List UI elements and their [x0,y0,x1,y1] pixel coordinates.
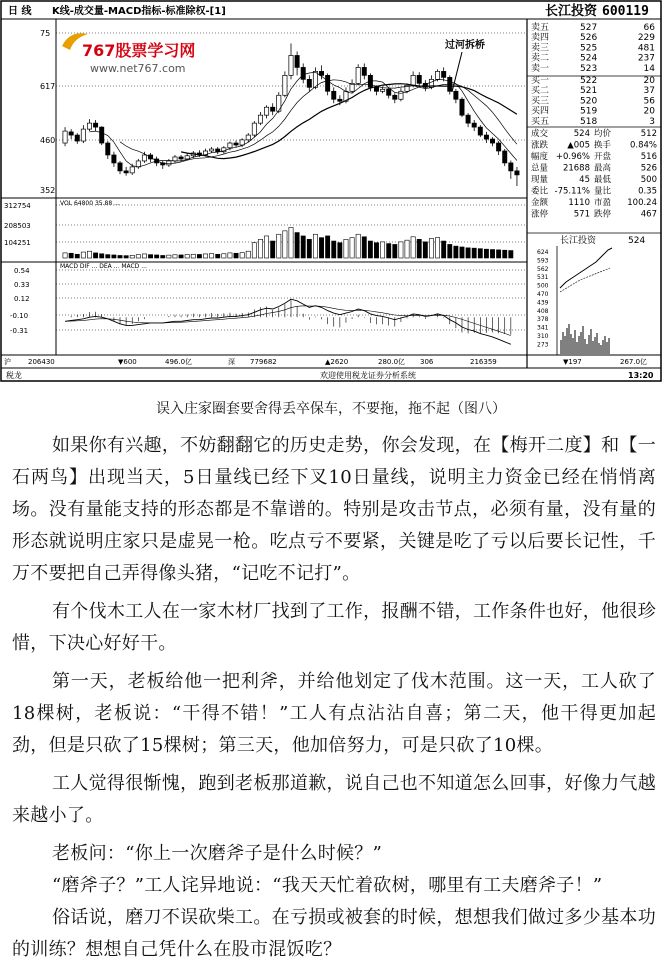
volume-bar [277,234,281,258]
stat-label: 跌停 [594,209,612,220]
volume-bar [136,255,140,258]
quote-price: 524 [580,53,598,64]
paragraph: 有个伐木工人在一家木材厂找到了工作，报酬不错，工作条件也好，他很珍惜，下决心好好干。 [12,601,656,654]
stat-value: 516 [640,152,657,162]
volume-bar [179,255,183,258]
volume-bar [484,249,488,258]
stat-label: 开盘 [594,152,612,162]
volume-bar [118,255,122,258]
stat-label: 涨跌 [531,140,549,151]
quote-price: 520 [580,96,598,107]
volume-bar [271,241,275,258]
quote-volume: 481 [637,43,655,54]
macd-tick: -0.10 [10,312,29,320]
quote-price: 525 [580,43,598,54]
volume-bar [246,251,250,258]
volume-bar [252,243,256,258]
volume-bar [167,255,171,258]
watermark-brand: 767股票学习网 [82,41,196,60]
volume-bar [368,241,372,258]
stat-value: ▲005 [567,140,590,151]
quote-price: 522 [580,76,598,86]
volume-bar [313,234,317,258]
stock-code: 600119 [602,4,649,19]
stat-value: -75.11% [554,186,590,197]
volume-bar [87,251,91,258]
volume-bar [112,255,116,258]
volume-bar [93,253,97,258]
volume-bar [185,255,189,258]
volume-bar [326,236,330,258]
paragraph: 如果你有兴趣，不妨翻翻它的历史走势，你会发现，在【梅开二度】和【一石两鸟】出现当天，5日量线已经下叉10日量线，说明主力资金已经在悄悄离场。没有量能支持的形态都是不靠谱的。特别是攻击节点，必须有量，没有量的形态就说明庄家只是虚晃一枪。吃点亏不要紧，关键是吃了亏以后要长记性，千万不要把自己弄得像头猪，“记吃不记打”。 [12,435,656,584]
volume-bar [478,249,482,258]
index-value: 306 [420,358,434,366]
macd-info: MACD DIF ... DEA ... MACD ... [60,263,147,270]
mini-tick: 531 [537,274,549,282]
volume-bar [319,238,323,258]
watermark-url: www.net767.com [90,62,186,75]
stat-value: +0.96% [555,152,590,162]
volume-bar [283,231,287,258]
index-value: ▼600 [118,358,137,366]
volume-bar [466,248,470,258]
vol-info: VOL 64800 35.88 ... [60,200,120,207]
volume-bar [393,244,397,258]
quote-label: 卖一 [531,63,550,74]
volume-bar [380,242,384,258]
stat-label: 总量 [531,163,549,174]
stat-label: 委比 [531,186,549,197]
volume-tick: 104251 [4,239,31,247]
volume-bar [289,227,293,258]
volume-bar [423,242,427,258]
volume-bar [332,241,336,258]
volume-bar [411,237,415,258]
stat-label: 均价 [594,129,612,139]
status-time: 13:20 [628,371,654,380]
volume-bar [307,239,311,258]
volume-bar [472,248,476,258]
index-value: 沪 [4,358,11,366]
status-left: 税龙 [6,371,22,380]
quote-price: 518 [580,116,598,127]
stat-value: 571 [573,209,590,220]
volume-bar [496,250,500,258]
quote-label: 卖五 [531,23,550,33]
quote-volume: 56 [643,96,655,107]
stat-value: 526 [640,163,657,174]
volume-tick: 208503 [4,222,31,230]
quote-volume: 20 [643,106,655,117]
volume-tick: 312754 [4,202,31,210]
mini-tick: 273 [537,341,549,349]
volume-bar [454,246,458,258]
stat-label: 最低 [594,175,612,185]
stat-value: 500 [640,175,657,185]
volume-bar [216,254,220,258]
candle [460,97,464,117]
stat-value: 1110 [568,198,590,208]
volume-bar [100,254,104,258]
stat-value: 45 [579,175,590,185]
mini-tick: 341 [537,324,549,332]
stat-value: 100.24 [627,198,657,208]
volume-bar [301,236,305,258]
stat-label: 现量 [531,175,549,185]
volume-bar [429,238,433,258]
volume-bar [374,243,378,258]
mini-tick: 500 [537,282,549,290]
index-value: 496.0亿 [165,358,193,366]
quote-price: 521 [580,86,598,97]
paragraph: 老板问：“你上一次磨斧子是什么时候？” [52,843,383,864]
volume-bar [387,244,391,258]
volume-bar [130,255,134,258]
chart-annotation: 过河拆桥 [445,40,485,51]
volume-bar [191,254,195,258]
mini-chart-axis [537,249,549,348]
volume-bar [435,238,439,258]
mini-tick: 470 [537,291,549,298]
volume-bar [490,250,494,258]
volume-bar [173,255,177,258]
volume-bar [338,243,342,258]
macd-tick: 0.54 [14,267,30,275]
volume-bar [161,255,165,258]
stat-value: 0.84% [629,140,657,151]
candle [283,71,287,97]
volume-bar [442,241,446,258]
macd-tick: 0.33 [14,281,30,289]
index-value: 267.0亿 [620,358,648,366]
quote-price: 526 [580,33,598,44]
volume-bar [106,255,110,258]
quote-label: 卖三 [531,43,550,54]
price-tick: 75 [40,29,51,38]
volume-bar [295,233,299,258]
volume-bar [258,239,262,258]
stat-label: 换手 [594,140,612,151]
quote-label: 买五 [531,116,550,127]
quote-label: 买二 [531,86,550,97]
index-value: 206430 [28,358,55,366]
volume-bar [203,254,207,258]
volume-bar [234,253,238,258]
stat-label: 幅度 [531,152,549,162]
indicator-title: K线-成交量-MACD指标-标准除权-[1] [52,6,226,17]
volume-bar [344,239,348,258]
paragraph: 第一天，老板给他一把利斧，并给他划定了伐木范围。这一天，工人砍了18棵树，老板说：“干得不错！”工人有点沾沾自喜；第二天，他干得更加起劲，但是只砍了15棵树；第三天，他加倍努力，可是只砍了10棵。 [12,671,656,756]
stat-value: 0.35 [638,186,657,197]
status-message: 欢迎使用税龙证券分析系统 [320,371,416,380]
mini-tick: 378 [537,316,549,324]
article-body [12,430,656,966]
quote-price: 523 [580,63,598,74]
figure-caption: 误入庄家圈套要舍得丢卒保车，不要拖，拖不起（图八） [156,401,506,417]
price-tick: 352 [40,186,56,195]
paragraph: 工人觉得很惭愧，跑到老板那道歉，说自己也不知道怎么回事，好像力气越来越小了。 [12,773,656,826]
macd-tick: 0.12 [14,295,30,303]
quote-volume: 237 [637,53,655,64]
volume-bar [209,254,213,258]
volume-bar [142,254,146,258]
candle [478,125,482,137]
price-tick: 617 [40,82,56,91]
volume-bar [155,255,159,258]
candle [356,64,360,85]
index-value: 216359 [470,358,497,366]
quote-price: 527 [580,23,598,33]
mini-tick: 310 [537,333,549,340]
volume-bar [509,251,513,258]
quote-label: 卖四 [531,33,550,44]
volume-bar [222,254,226,258]
index-value: ▼197 [563,358,582,366]
stock-chart [0,0,662,382]
candle [252,121,256,137]
macd-tick: -0.31 [10,327,29,335]
mini-chart-price: 524 [628,236,646,246]
volume-bar [264,236,268,258]
quote-label: 买一 [531,76,550,86]
mini-tick: 624 [537,249,549,256]
stat-label: 金额 [531,198,549,208]
quote-volume: 229 [637,33,655,44]
volume-bar [69,253,73,258]
stat-label: 成交 [531,129,549,139]
stock-name: 长江投资 [545,4,598,19]
mini-tick: 408 [537,307,549,315]
mini-chart-title: 长江投资 [560,236,597,246]
stat-label: 量比 [594,186,612,197]
quote-label: 买四 [531,106,550,117]
period-label: 日 线 [8,6,32,17]
index-value: 779682 [250,358,277,366]
volume-bar [399,242,403,258]
index-value: 深 [228,358,235,366]
volume-bar [228,253,232,258]
mini-tick: 439 [537,299,549,307]
stat-label: 市盈 [594,198,612,208]
index-value: 280.0亿 [378,358,406,366]
paragraph: 俗话说，磨刀不误砍柴工。在亏损或被套的时候，想想我们做过多少基本功的训练？想想自己凭什么在股市混饭吃？ [12,907,656,960]
price-tick: 460 [40,136,56,145]
quote-label: 卖二 [531,53,550,64]
volume-bar [240,253,244,258]
volume-bar [75,254,79,258]
volume-bar [405,240,409,258]
quote-label: 买三 [531,96,550,107]
volume-bar [350,238,354,258]
stat-value: 21688 [562,163,590,174]
stat-value: 512 [640,129,657,139]
volume-bar [148,255,152,258]
volume-axis [4,202,31,247]
volume-bar [124,256,128,258]
stat-label: 涨停 [531,209,549,220]
candle [100,126,104,145]
stat-label: 最高 [594,163,612,174]
quote-volume: 14 [643,63,655,74]
volume-bar [356,234,360,258]
volume-bar [417,239,421,258]
index-value: ▲2620 [325,358,349,366]
quote-volume: 37 [643,86,655,97]
volume-bar [81,252,85,258]
mini-tick: 593 [537,257,549,265]
volume-bar [63,253,67,258]
quote-volume: 3 [649,116,655,127]
candle [448,75,452,94]
volume-bar [362,237,366,258]
volume-bar [197,254,201,258]
volume-bar [448,244,452,258]
volume-bar [503,250,507,258]
stat-value: 524 [573,129,590,139]
stat-value: 467 [640,209,657,220]
quote-price: 519 [580,106,598,117]
paragraph: “磨斧子？”工人诧异地说：“我天天忙着砍树，哪里有工夫磨斧子！” [52,875,603,896]
mini-tick: 562 [537,265,549,273]
volume-bar [460,247,464,258]
quote-volume: 66 [643,23,655,33]
quote-volume: 20 [643,76,655,86]
